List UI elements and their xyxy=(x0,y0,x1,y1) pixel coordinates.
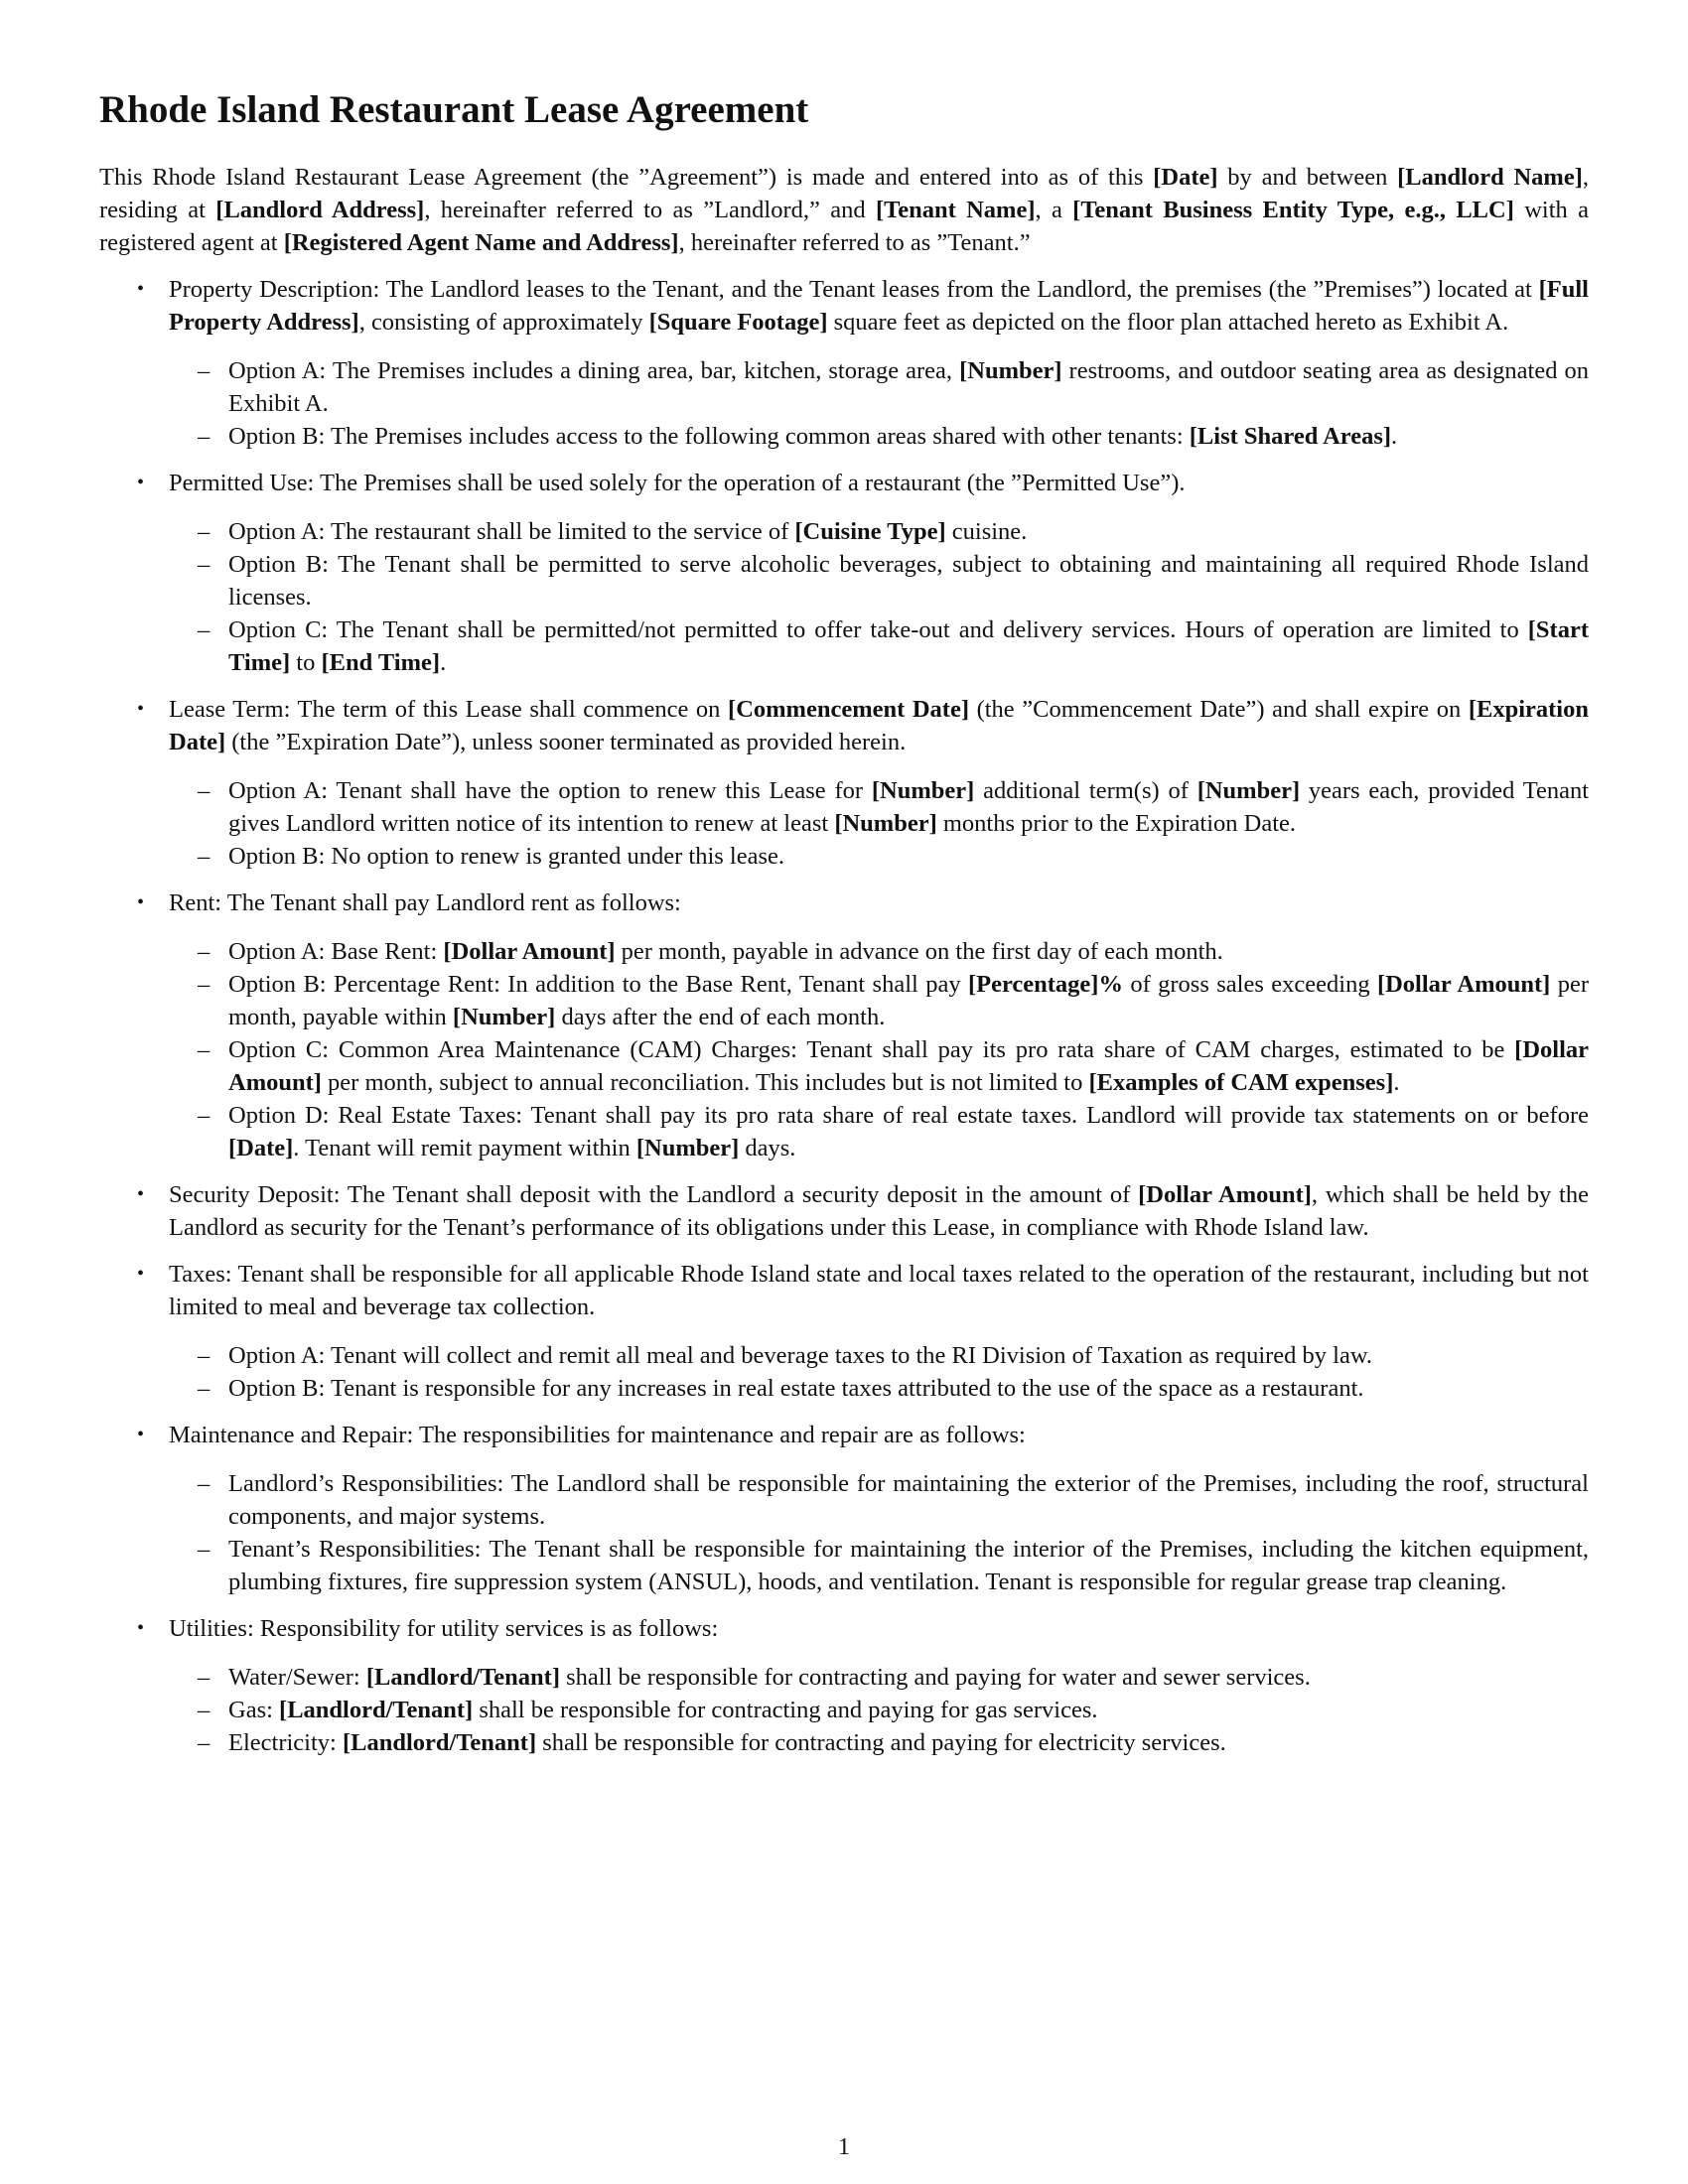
dash-icon: – xyxy=(198,423,211,450)
option-item xyxy=(169,774,1589,840)
option-list xyxy=(169,354,1589,453)
placeholder-field: [Landlord Name] xyxy=(1397,164,1583,191)
option-item xyxy=(169,968,1589,1033)
placeholder-field: [Tenant Business Entity Type, e.g., LLC] xyxy=(1072,197,1514,223)
dash-icon: – xyxy=(198,518,211,545)
option-item xyxy=(169,1372,1589,1405)
text-run: Option A: Base Rent: xyxy=(228,938,444,965)
bullet-icon: • xyxy=(137,278,145,300)
dash-icon: – xyxy=(198,1470,211,1497)
option-item xyxy=(169,935,1589,968)
text-run: per month, subject to annual reconciliation. This includes but is not limited to xyxy=(321,1069,1089,1096)
text-run: shall be responsible for contracting and paying for gas services. xyxy=(473,1697,1098,1723)
text-run: cuisine. xyxy=(945,518,1028,545)
placeholder-field: [Landlord/Tenant] xyxy=(342,1729,537,1756)
text-run: Option B: No option to renew is granted under this lease. xyxy=(228,843,784,870)
section-text xyxy=(169,273,1589,339)
dash-icon: – xyxy=(198,938,211,965)
section-item xyxy=(99,1178,1589,1244)
text-run: days. xyxy=(739,1135,796,1161)
dash-icon: – xyxy=(198,1697,211,1723)
text-run: restrooms, and outdoor seating area as designated on Exhibit A. xyxy=(228,357,1589,417)
option-item xyxy=(169,354,1589,420)
text-run: months prior to the Expiration Date. xyxy=(936,810,1297,837)
text-run: , residing at xyxy=(99,164,1589,223)
placeholder-field: [Landlord/Tenant] xyxy=(279,1697,474,1723)
text-run: per month, payable within xyxy=(228,971,1589,1030)
dash-icon: – xyxy=(198,1536,211,1563)
text-run: Electricity: xyxy=(228,1729,343,1756)
option-list xyxy=(169,774,1589,873)
placeholder-field: [Registered Agent Name and Address] xyxy=(283,229,679,256)
sections-list xyxy=(99,273,1589,1759)
text-run: Option B: The Tenant shall be permitted to serve alcoholic beverages, subject to obtaining and maintaining all required Rhode Island licenses. xyxy=(228,551,1589,611)
text-run: , a xyxy=(1035,197,1073,223)
text-run: Security Deposit: The Tenant shall deposit with the Landlord a security deposit in the amount of xyxy=(169,1181,1139,1208)
bullet-icon: • xyxy=(137,1424,145,1445)
dash-icon: – xyxy=(198,1729,211,1756)
text-run: Option D: Real Estate Taxes: Tenant shall pay its pro rata share of real estate taxes. Landlord will provide tax statements on or before xyxy=(228,1102,1589,1129)
dash-icon: – xyxy=(198,843,211,870)
placeholder-field: [Tenant Name] xyxy=(875,197,1036,223)
placeholder-field: [Start Time] xyxy=(228,616,1589,676)
section-item xyxy=(99,273,1589,453)
section-text xyxy=(169,1419,1589,1451)
text-run: Option A: The restaurant shall be limited to the service of xyxy=(228,518,795,545)
dash-icon: – xyxy=(198,1375,211,1402)
dash-icon: – xyxy=(198,1102,211,1129)
option-list xyxy=(169,1661,1589,1759)
dash-icon: – xyxy=(198,777,211,804)
placeholder-field: [Dollar Amount] xyxy=(1376,971,1551,998)
placeholder-field: [Number] xyxy=(452,1004,556,1030)
placeholder-field: [Date] xyxy=(1153,164,1218,191)
text-run: . xyxy=(440,649,447,676)
option-list xyxy=(169,1339,1589,1405)
dash-icon: – xyxy=(198,971,211,998)
text-run: . Tenant will remit payment within xyxy=(293,1135,636,1161)
document-page xyxy=(99,87,1589,1773)
placeholder-field: [Landlord Address] xyxy=(215,197,425,223)
text-run: Permitted Use: The Premises shall be used solely for the operation of a restaurant (the ”Permitted Use”). xyxy=(169,470,1186,496)
text-run: , which shall be held by the Landlord as security for the Tenant’s performance of its obligations under this Lease, in compliance with Rhode Island law. xyxy=(169,1181,1589,1241)
section-text xyxy=(169,887,1589,919)
placeholder-field: [Cuisine Type] xyxy=(794,518,946,545)
section-text xyxy=(169,467,1589,499)
placeholder-field: [Landlord/Tenant] xyxy=(365,1664,560,1691)
text-run: Landlord’s Responsibilities: The Landlord shall be responsible for maintaining the exterior of the Premises, including the roof, structural components, and major systems. xyxy=(228,1470,1589,1530)
section-text xyxy=(169,1178,1589,1244)
text-run: Taxes: Tenant shall be responsible for all applicable Rhode Island state and local taxes related to the operation of the restaurant, including but not limited to meal and beverage tax collection. xyxy=(169,1261,1589,1320)
text-run: Option C: Common Area Maintenance (CAM) Charges: Tenant shall pay its pro rata share of CAM charges, estimated to be xyxy=(228,1036,1515,1063)
text-run: Option A: Tenant shall have the option to renew this Lease for xyxy=(228,777,872,804)
bullet-icon: • xyxy=(137,1617,145,1639)
text-run: Water/Sewer: xyxy=(228,1664,366,1691)
section-item xyxy=(99,1612,1589,1759)
placeholder-field: [Commencement Date] xyxy=(728,696,969,723)
bullet-icon: • xyxy=(137,1183,145,1205)
section-item xyxy=(99,1419,1589,1598)
option-item xyxy=(169,548,1589,614)
text-run: . xyxy=(1393,1069,1400,1096)
option-item xyxy=(169,840,1589,873)
placeholder-field: [End Time] xyxy=(321,649,441,676)
option-item xyxy=(169,1467,1589,1533)
text-run: , consisting of approximately xyxy=(358,309,649,336)
text-run: Maintenance and Repair: The responsibilities for maintenance and repair are as follows: xyxy=(169,1422,1026,1448)
dash-icon: – xyxy=(198,1036,211,1063)
text-run: , hereinafter referred to as ”Tenant.” xyxy=(678,229,1031,256)
text-run: days after the end of each month. xyxy=(555,1004,886,1030)
dash-icon: – xyxy=(198,616,211,643)
bullet-icon: • xyxy=(137,698,145,720)
dash-icon: – xyxy=(198,357,211,384)
placeholder-field: [Full Property Address] xyxy=(169,276,1589,336)
placeholder-field: [Number] xyxy=(635,1135,740,1161)
bullet-icon: • xyxy=(137,891,145,913)
option-item xyxy=(169,1339,1589,1372)
option-item xyxy=(169,614,1589,679)
intro-paragraph xyxy=(99,161,1589,259)
text-run: Property Description: The Landlord leases to the Tenant, and the Tenant leases from the Landlord, the premises (the ”Premises”) located at xyxy=(169,276,1539,303)
option-item xyxy=(169,1099,1589,1164)
option-item xyxy=(169,1533,1589,1598)
bullet-icon: • xyxy=(137,472,145,493)
text-run: Option A: Tenant will collect and remit all meal and beverage taxes to the RI Division of Taxation as required by law. xyxy=(228,1342,1373,1369)
text-run: square feet as depicted on the floor plan attached hereto as Exhibit A. xyxy=(827,309,1509,336)
placeholder-field: [Date] xyxy=(228,1135,294,1161)
dash-icon: – xyxy=(198,551,211,578)
placeholder-field: [Expiration Date] xyxy=(169,696,1589,755)
section-text xyxy=(169,1258,1589,1323)
page-number: 1 xyxy=(838,2134,850,2160)
section-item xyxy=(99,467,1589,679)
text-run: Option B: Tenant is responsible for any increases in real estate taxes attributed to the use of the space as a restaurant. xyxy=(228,1375,1364,1402)
dash-icon: – xyxy=(198,1342,211,1369)
placeholder-field: [List Shared Areas] xyxy=(1189,423,1392,450)
option-item xyxy=(169,1033,1589,1099)
option-item xyxy=(169,1726,1589,1759)
placeholder-field: [Number] xyxy=(959,357,1062,384)
section-text xyxy=(169,1612,1589,1645)
section-text xyxy=(169,693,1589,758)
text-run: Option A: The Premises includes a dining area, bar, kitchen, storage area, xyxy=(228,357,960,384)
text-run: (the ”Expiration Date”), unless sooner terminated as provided herein. xyxy=(225,729,907,755)
option-list xyxy=(169,935,1589,1164)
text-run: Lease Term: The term of this Lease shall commence on xyxy=(169,696,729,723)
text-run: (the ”Commencement Date”) and shall expire on xyxy=(968,696,1469,723)
option-list xyxy=(169,515,1589,679)
text-run: Utilities: Responsibility for utility services is as follows: xyxy=(169,1615,719,1642)
text-run: shall be responsible for contracting and paying for electricity services. xyxy=(536,1729,1226,1756)
text-run: , hereinafter referred to as ”Landlord,” and xyxy=(424,197,876,223)
option-item xyxy=(169,515,1589,548)
section-item xyxy=(99,693,1589,873)
text-run: to xyxy=(290,649,322,676)
placeholder-field: [Square Footage] xyxy=(648,309,828,336)
placeholder-field: [Dollar Amount] xyxy=(443,938,616,965)
text-run: per month, payable in advance on the first day of each month. xyxy=(615,938,1223,965)
text-run: Tenant’s Responsibilities: The Tenant shall be responsible for maintaining the interior of the Premises, including the kitchen equipment, plumbing fixtures, fire suppression system (ANSUL), hoods, and ventilation. Tenant is responsible for regular grease trap cleaning. xyxy=(228,1536,1589,1595)
document-title: Rhode Island Restaurant Lease Agreement xyxy=(99,88,809,131)
text-run: Rent: The Tenant shall pay Landlord rent as follows: xyxy=(169,889,681,916)
option-list xyxy=(169,1467,1589,1598)
placeholder-field: [Number] xyxy=(1196,777,1301,804)
placeholder-field: [Dollar Amount] xyxy=(228,1036,1589,1096)
placeholder-field: [Dollar Amount] xyxy=(1138,1181,1312,1208)
placeholder-field: [Examples of CAM expenses] xyxy=(1088,1069,1394,1096)
option-item xyxy=(169,1694,1589,1726)
text-run: Option B: Percentage Rent: In addition to the Base Rent, Tenant shall pay xyxy=(228,971,968,998)
bullet-icon: • xyxy=(137,1263,145,1285)
section-item xyxy=(99,887,1589,1164)
text-run: with a registered agent at xyxy=(99,197,1589,256)
text-run: by and between xyxy=(1217,164,1398,191)
text-run: Option C: The Tenant shall be permitted/not permitted to offer take-out and delivery services. Hours of operation are limited to xyxy=(228,616,1528,643)
placeholder-field: [Number] xyxy=(834,810,937,837)
text-run: shall be responsible for contracting and paying for water and sewer services. xyxy=(560,1664,1311,1691)
placeholder-field: [Number] xyxy=(871,777,975,804)
dash-icon: – xyxy=(198,1664,211,1691)
text-run: This Rhode Island Restaurant Lease Agreement (the ”Agreement”) is made and entered into as of this xyxy=(99,164,1154,191)
text-run: Gas: xyxy=(228,1697,280,1723)
text-run: of gross sales exceeding xyxy=(1122,971,1377,998)
text-run: . xyxy=(1391,423,1398,450)
section-item xyxy=(99,1258,1589,1405)
option-item xyxy=(169,420,1589,453)
text-run: years each, provided Tenant gives Landlord written notice of its intention to renew at least xyxy=(228,777,1590,837)
text-run: additional term(s) of xyxy=(974,777,1197,804)
placeholder-field: [Percentage]% xyxy=(967,971,1123,998)
option-item xyxy=(169,1661,1589,1694)
text-run: Option B: The Premises includes access to the following common areas shared with other tenants: xyxy=(228,423,1190,450)
